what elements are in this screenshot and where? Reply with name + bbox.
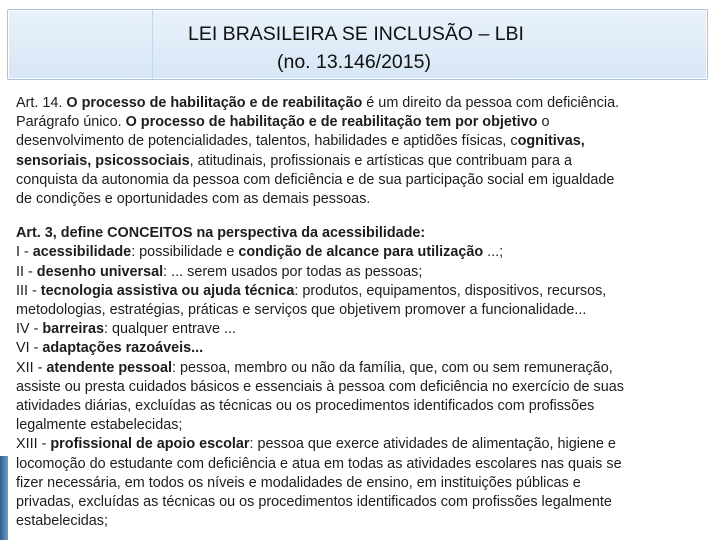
art3-paragraph [16, 224, 706, 531]
item-profissional-apoio-escolar: XIII - profissional de apoio escolar: pessoa que exerce atividades de alimentação, higiene e [16, 436, 616, 453]
text-line: estabelecidas; [16, 513, 109, 530]
text-line: locomoção do estudante com deficiência e atua em todas as atividades escolares nas quais se [16, 455, 622, 472]
slide-content [16, 94, 706, 546]
text-line: fizer necessária, em todos os níveis e modalidades de ensino, em instituições públicas e [16, 474, 581, 491]
item-desenho-universal: II - desenho universal: ... serem usados por todas as pessoas; [16, 263, 423, 280]
text-line: atividades diárias, excluídas as técnicas ou os procedimentos identificados com profissões [16, 398, 595, 415]
item-tecnologia-assistiva: III - tecnologia assistiva ou ajuda técnica: produtos, equipamentos, dispositivos, recursos, [16, 282, 607, 299]
text-line: Art. 14. O processo de habilitação e de reabilitação é um direito da pessoa com deficiência. [16, 95, 620, 111]
text-line: metodologias, estratégias, práticas e serviços que objetivem promover a funcionalidade... [16, 302, 587, 319]
text-line: legalmente estabelecidas; [16, 417, 183, 434]
left-accent-bar [0, 456, 8, 540]
text-line: assiste ou presta cuidados básicos e essenciais à pessoa com deficiência no exercício de suas [16, 378, 624, 395]
text-line: conquista da autonomia da pessoa com deficiência e de sua participação social em igualdade [16, 171, 615, 188]
title-box [7, 9, 708, 80]
text-line: privadas, excluídas as técnicas ou os procedimentos identificados com profissões legalmente [16, 494, 612, 511]
item-atendente-pessoal: XII - atendente pessoal: pessoa, membro ou não da família, que, com ou sem remuneração, [16, 359, 613, 376]
text-line: de condições e oportunidades com as demais pessoas. [16, 191, 371, 208]
item-acessibilidade: I - acessibilidade: possibilidade e condição de alcance para utilização ...; [16, 244, 504, 261]
art14-paragraph [16, 94, 706, 209]
item-adaptacoes-razoaveis: VI - adaptações razoáveis... [16, 340, 204, 357]
item-barreiras: IV - barreiras: qualquer entrave ... [16, 321, 236, 338]
slide-subtitle: (no. 13.146/2015) [277, 51, 431, 73]
text-line: Parágrafo único. O processo de habilitação e de reabilitação tem por objetivo o [16, 114, 550, 131]
text-line: sensoriais, psicossociais, atitudinais, profissionais e artísticas que contribuam para a [16, 152, 572, 169]
art3-heading: Art. 3, define CONCEITOS na perspectiva da acessibilidade: [16, 225, 426, 242]
slide-title: LEI BRASILEIRA SE INCLUSÃO – LBI [188, 23, 524, 45]
text-line: desenvolvimento de potencialidades, talentos, habilidades e aptidões físicas, cognitivas, [16, 133, 585, 150]
